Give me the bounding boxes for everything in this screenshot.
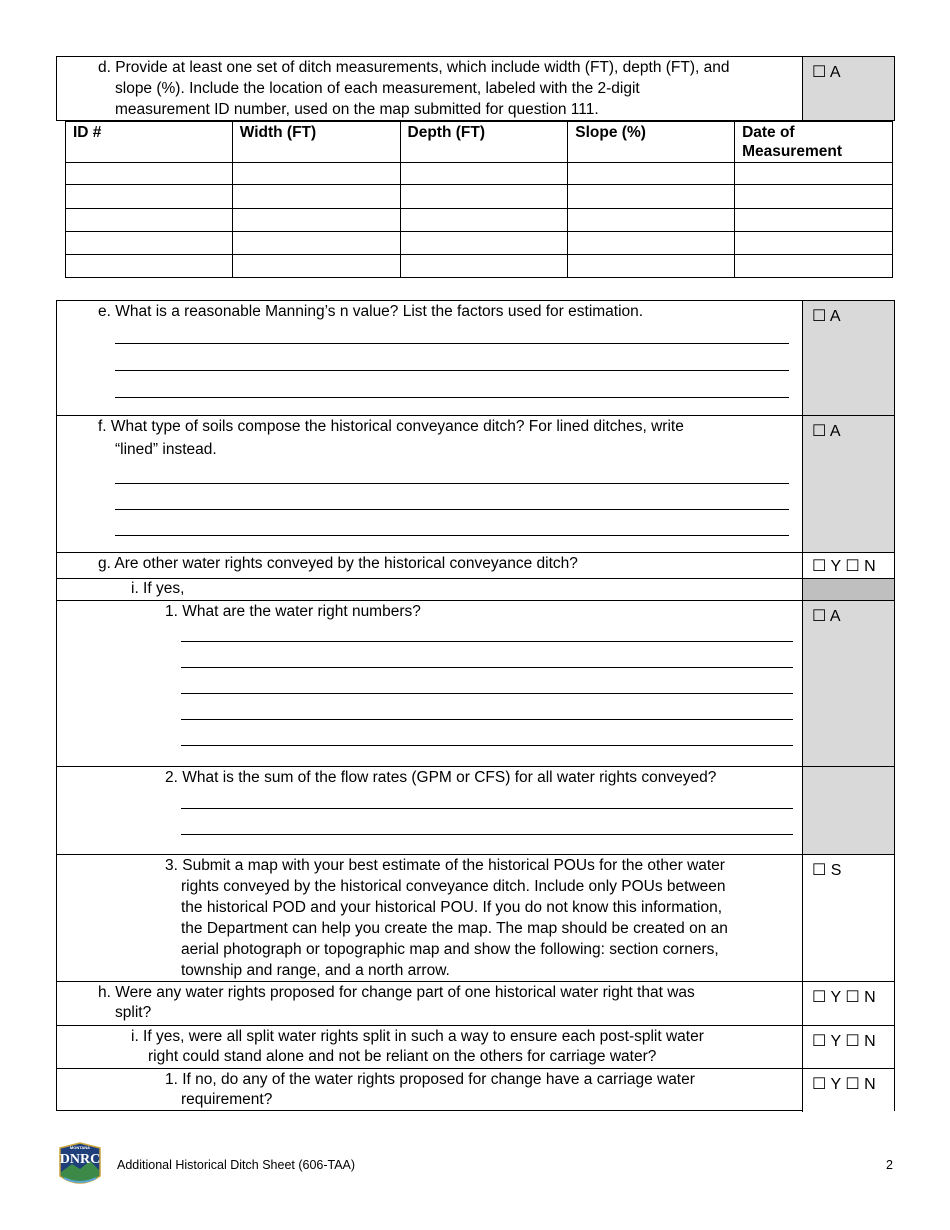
section-g-yes-no-checkbox[interactable]: ☐ Y ☐ N — [812, 558, 876, 575]
answer-line[interactable] — [181, 693, 793, 694]
section-g-q2-cell — [802, 767, 894, 854]
section-g-q3-line6: township and range, and a north arrow. — [181, 962, 450, 979]
table-row — [66, 255, 893, 278]
dnrc-logo-top-text: MONTANA — [69, 1145, 91, 1150]
answer-line[interactable] — [181, 745, 793, 746]
section-g-q3-line4: the Department can help you create the map. The map should be created on an — [181, 920, 728, 937]
section-g-q2 — [57, 766, 894, 854]
section-g-q3-line3: the historical POD and your historical POU. If you do not know this information, — [181, 899, 723, 916]
section-g-i-text: i. If yes, — [131, 580, 185, 597]
answer-line[interactable] — [115, 370, 789, 371]
answer-line[interactable] — [181, 641, 793, 642]
section-h-i-1-check-cell — [802, 1069, 894, 1112]
section-g-q3-line2: rights conveyed by the historical conveyance ditch. Include only POUs between — [181, 878, 726, 895]
section-h-i-yes-no-checkbox[interactable]: ☐ Y ☐ N — [812, 1033, 876, 1050]
header-width: Width (FT) — [232, 122, 400, 163]
page-number: 2 — [886, 1158, 893, 1172]
answer-line[interactable] — [115, 483, 789, 484]
section-d-check-cell — [802, 57, 894, 120]
section-g-q1-checkbox[interactable]: ☐ A — [812, 608, 841, 625]
table-cell[interactable] — [232, 163, 400, 185]
header-slope: Slope (%) — [568, 122, 735, 163]
header-depth: Depth (FT) — [400, 122, 568, 163]
table-cell[interactable] — [400, 185, 568, 209]
table-row — [66, 232, 893, 255]
section-h-i — [57, 1025, 894, 1068]
section-h-i-check-cell — [802, 1026, 894, 1068]
section-d-line1: d. Provide at least one set of ditch measurements, which include width (FT), depth (FT), and — [98, 59, 730, 76]
section-e-check-cell — [802, 301, 894, 415]
measurement-table — [65, 121, 893, 278]
section-f — [57, 415, 894, 552]
answer-line[interactable] — [115, 397, 789, 398]
section-h-yes-no-checkbox[interactable]: ☐ Y ☐ N — [812, 989, 876, 1006]
section-f-checkbox[interactable]: ☐ A — [812, 423, 841, 440]
table-cell[interactable] — [735, 255, 893, 278]
table-cell[interactable] — [66, 163, 233, 185]
dnrc-logo — [56, 1142, 104, 1188]
section-g-q3-check-cell — [802, 855, 894, 981]
section-f-line1: f. What type of soils compose the historical conveyance ditch? For lined ditches, write — [98, 418, 684, 435]
table-cell[interactable] — [735, 209, 893, 232]
answer-line[interactable] — [115, 509, 789, 510]
table-cell[interactable] — [232, 209, 400, 232]
table-cell[interactable] — [66, 185, 233, 209]
section-d-checkbox[interactable]: ☐ A — [812, 64, 841, 81]
section-h — [57, 981, 894, 1025]
table-cell[interactable] — [400, 163, 568, 185]
section-g-q1-check-cell — [802, 601, 894, 766]
section-g-q2-text: 2. What is the sum of the flow rates (GPM or CFS) for all water rights conveyed? — [165, 769, 717, 786]
section-e — [57, 301, 894, 415]
table-cell[interactable] — [66, 232, 233, 255]
section-g-q1 — [57, 600, 894, 766]
section-h-i-1-line1: 1. If no, do any of the water rights proposed for change have a carriage water — [165, 1071, 695, 1088]
answer-line[interactable] — [115, 343, 789, 344]
section-f-check-cell — [802, 416, 894, 552]
section-h-i-1 — [57, 1068, 894, 1112]
table-row — [66, 209, 893, 232]
section-g-q3-checkbox[interactable]: ☐ S — [812, 862, 842, 879]
table-cell[interactable] — [735, 185, 893, 209]
section-g-q1-text: 1. What are the water right numbers? — [165, 603, 421, 620]
header-date: Date of Measurement — [735, 122, 893, 163]
section-g-check-cell — [802, 553, 894, 578]
table-cell[interactable] — [400, 255, 568, 278]
section-g-question: g. Are other water rights conveyed by the historical conveyance ditch? — [98, 555, 578, 572]
section-h-line1: h. Were any water rights proposed for change part of one historical water right that was — [98, 984, 695, 1001]
table-cell[interactable] — [400, 209, 568, 232]
questions-e-to-h — [56, 300, 895, 1111]
table-cell[interactable] — [568, 185, 735, 209]
dnrc-logo-text: DNRC — [59, 1152, 101, 1167]
section-g-i-cell — [802, 579, 894, 600]
section-d-line3: measurement ID number, used on the map submitted for question 111. — [115, 101, 599, 118]
header-id: ID # — [66, 122, 233, 163]
answer-line[interactable] — [181, 667, 793, 668]
table-cell[interactable] — [735, 163, 893, 185]
table-cell[interactable] — [66, 255, 233, 278]
table-cell[interactable] — [400, 232, 568, 255]
footer-title: Additional Historical Ditch Sheet (606-TAA) — [117, 1158, 356, 1172]
section-h-i-1-yes-no-checkbox[interactable]: ☐ Y ☐ N — [812, 1076, 876, 1093]
table-cell[interactable] — [568, 209, 735, 232]
table-row — [66, 163, 893, 185]
answer-line[interactable] — [115, 535, 789, 536]
table-cell[interactable] — [66, 209, 233, 232]
section-f-line2: “lined” instead. — [115, 441, 217, 458]
section-h-i-line1: i. If yes, were all split water rights split in such a way to ensure each post-split water — [131, 1028, 704, 1045]
table-row — [66, 185, 893, 209]
answer-line[interactable] — [181, 719, 793, 720]
table-cell[interactable] — [568, 255, 735, 278]
section-g-q3-line5: aerial photograph or topographic map and show the following: section corners, — [181, 941, 719, 958]
section-h-line2: split? — [115, 1004, 152, 1021]
section-h-i-line2: right could stand alone and not be reliant on the others for carriage water? — [148, 1048, 657, 1065]
table-cell[interactable] — [232, 185, 400, 209]
answer-line[interactable] — [181, 808, 793, 809]
section-d-line2: slope (%). Include the location of each measurement, labeled with the 2-digit — [115, 80, 640, 97]
section-e-question: e. What is a reasonable Manning’s n value? List the factors used for estimation. — [98, 303, 644, 320]
section-h-i-1-line2: requirement? — [181, 1091, 273, 1108]
table-cell[interactable] — [568, 232, 735, 255]
table-cell[interactable] — [735, 232, 893, 255]
section-g-q3-line1: 3. Submit a map with your best estimate of the historical POUs for the other water — [165, 857, 725, 874]
section-g-q3 — [57, 854, 894, 981]
section-g — [57, 552, 894, 578]
table-header-row — [66, 122, 893, 163]
section-e-checkbox[interactable]: ☐ A — [812, 308, 841, 325]
section-g-i — [57, 578, 894, 600]
table-cell[interactable] — [232, 232, 400, 255]
answer-line[interactable] — [181, 834, 793, 835]
table-cell[interactable] — [232, 255, 400, 278]
section-h-check-cell — [802, 982, 894, 1025]
section-d — [56, 56, 895, 121]
table-cell[interactable] — [568, 163, 735, 185]
